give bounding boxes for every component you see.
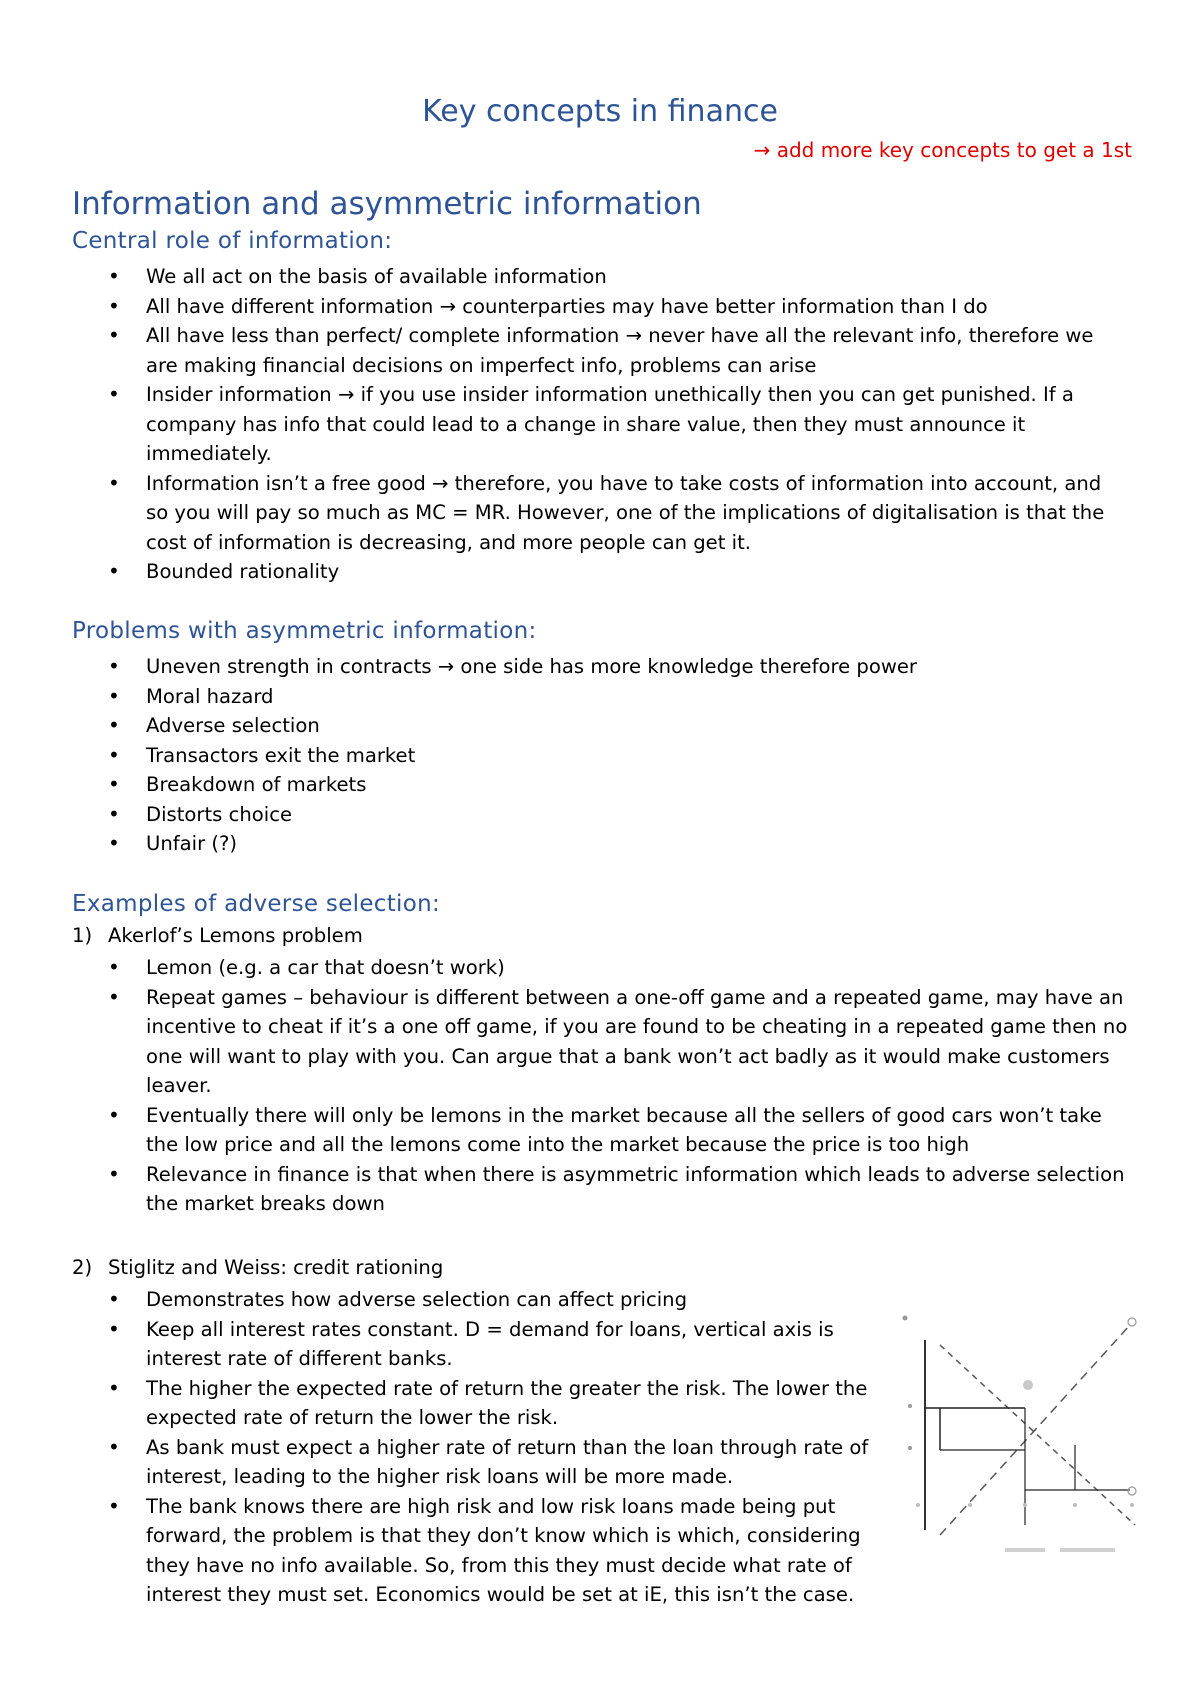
list-item: • Repeat games – behaviour is different between a one-off game and a repeated game, may have an incentive to cheat if it’s a one off game, if you are found to be cheating in a repeated game then no one will want to play with you. Can argue that a bank won’t act badly as it would make customers leaver. [0, 983, 1136, 1101]
problems-list [0, 652, 1160, 859]
central-role-list [0, 262, 1160, 587]
list-item: • All have different information → counterparties may have better information than I do [0, 292, 1146, 322]
list-item: • The higher the expected rate of return the greater the risk. The lower the expected rate of return the lower the risk. [0, 1374, 876, 1433]
list-item: • Bounded rationality [0, 557, 1121, 587]
subheading-problems: Problems with asymmetric information: [72, 618, 537, 644]
supply-demand-diagram [900, 1300, 1150, 1590]
item-number: 2) [72, 1256, 93, 1279]
rate-label-mark [908, 1446, 912, 1450]
item-number: 1) [72, 924, 93, 947]
list-item: • As bank must expect a higher rate of return than the loan through rate of interest, leading to the higher risk loans will be more made. [0, 1433, 876, 1492]
list-item: • Transactors exit the market [0, 741, 1160, 771]
numbered-item-1 [72, 924, 363, 947]
list-item: • We all act on the basis of available information [0, 262, 1146, 292]
caption-smudge [1005, 1548, 1045, 1552]
tick-mark [968, 1503, 972, 1507]
list-item: • Keep all interest rates constant. D = demand for loans, vertical axis is interest rate of different banks. [0, 1315, 866, 1374]
tick-mark [1073, 1503, 1077, 1507]
list-item: • Information isn’t a free good → therefore, you have to take costs of information into account, and so you will pay so much as MC = MR. However, one of the implications of digitalisation is that the cost of information is decreasing, and more people can get it. [0, 469, 1121, 558]
margin-note: → add more key concepts to get a 1st [753, 138, 1132, 162]
list-item: • Uneven strength in contracts → one side has more knowledge therefore power [0, 652, 1160, 682]
subheading-examples: Examples of adverse selection: [72, 891, 441, 917]
scan-smudge [1023, 1380, 1033, 1390]
tick-mark [916, 1503, 920, 1507]
item-label: Akerlof’s Lemons problem [108, 924, 363, 947]
section-heading: Information and asymmetric information [72, 186, 702, 222]
list-item: • Breakdown of markets [0, 770, 1160, 800]
caption-smudge [1060, 1548, 1115, 1552]
numbered-item-2 [72, 1256, 443, 1279]
list-item: • Relevance in finance is that when there is asymmetric information which leads to adverse selection the market breaks down [0, 1160, 1136, 1219]
list-item: • Distorts choice [0, 800, 1160, 830]
list-item: • Demonstrates how adverse selection can affect pricing [0, 1285, 1146, 1315]
rate-label-mark [908, 1404, 912, 1408]
tick-mark [1023, 1503, 1027, 1507]
list-item: • Insider information → if you use insider information unethically then you can get punished. If a company has info that could lead to a change in share value, then they must announce it immediately. [0, 380, 1106, 469]
lemons-list [0, 953, 1160, 1219]
tick-mark [1130, 1503, 1134, 1507]
list-item: • Adverse selection [0, 711, 1160, 741]
credit-rationing-list [0, 1285, 900, 1610]
list-item: • The bank knows there are high risk and low risk loans made being put forward, the problem is that they don’t know which is which, considering they have no info available. So, from this they must decide what rate of interest they must set. Economics would be set at iE, this isn’t the case. [0, 1492, 881, 1610]
list-item: • All have less than perfect/ complete information → never have all the relevant info, therefore we are making financial decisions on imperfect info, problems can arise [0, 321, 1121, 380]
list-item: • Moral hazard [0, 682, 1160, 712]
item-label: Stiglitz and Weiss: credit rationing [108, 1256, 444, 1279]
list-item: • Eventually there will only be lemons in the market because all the sellers of good cars won’t take the low price and all the lemons come into the market because the price is too high [0, 1101, 1136, 1160]
list-item: • Unfair (?) [0, 829, 1160, 859]
subheading-central-role: Central role of information: [72, 228, 393, 254]
axis-label-mark [903, 1316, 908, 1321]
page-title: Key concepts in finance [422, 94, 778, 129]
list-item: • Lemon (e.g. a car that doesn’t work) [0, 953, 1146, 983]
